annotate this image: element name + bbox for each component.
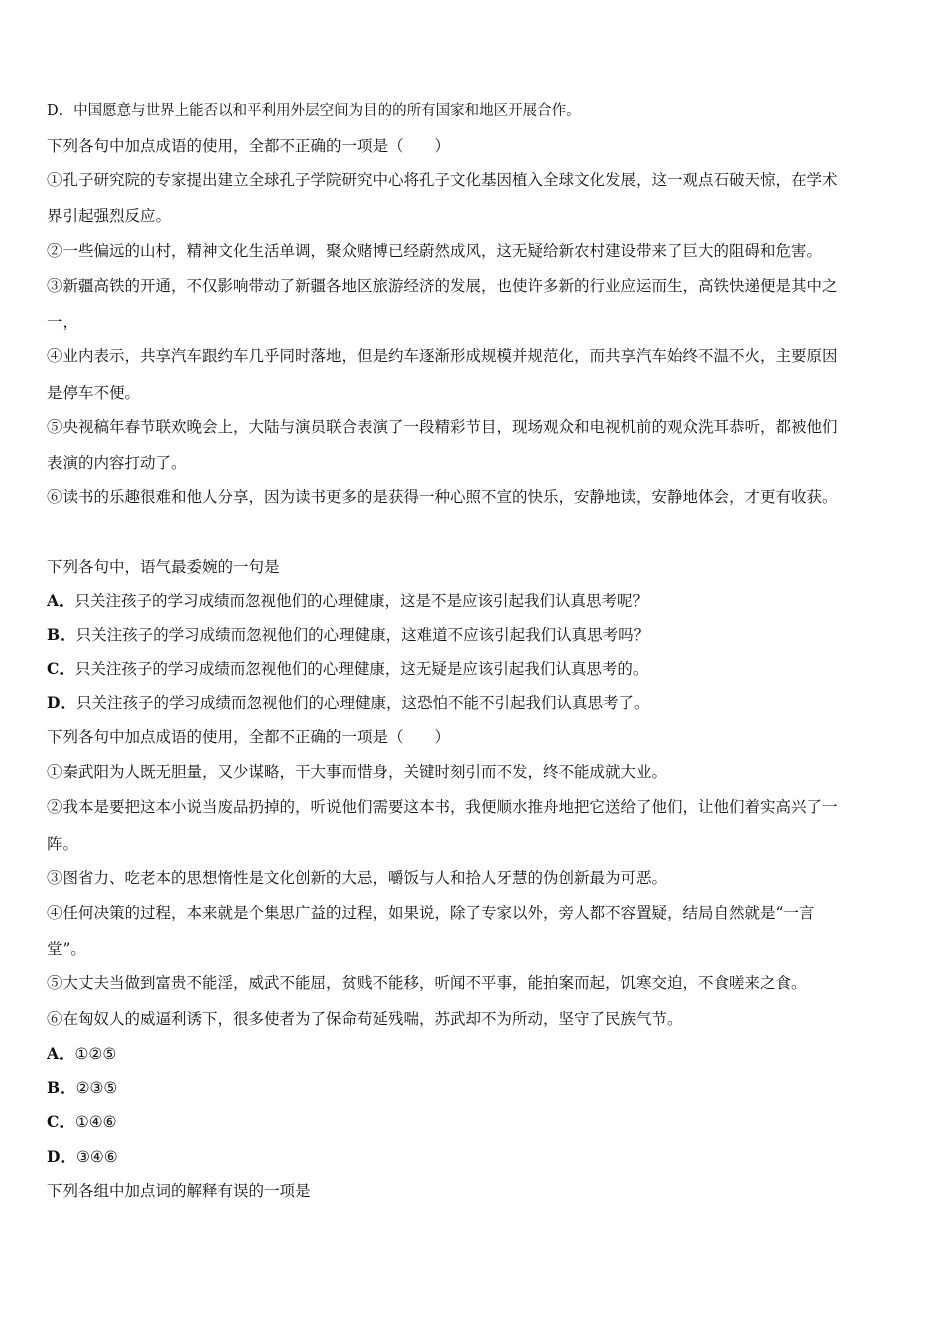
question-1-sentence-6: ⑥读书的乐趣很难和他人分享，因为读书更多的是获得一种心照不宣的快乐，安静地读，安静地体会，才更有收获。 (47, 488, 838, 506)
question-1-sentence-3-cont: 一， (47, 313, 79, 331)
q3-b-text: ②③⑤ (75, 1079, 118, 1097)
question-1-sentence-5-cont: 表演的内容打动了。 (47, 454, 187, 472)
question-2-stem: 下列各句中，语气最委婉的一句是 (47, 558, 280, 576)
q3-c-key: C． (47, 1112, 75, 1131)
question-3-option-a (47, 1044, 907, 1064)
q2-b-key: B． (47, 625, 76, 644)
question-1-sentence-5: ⑤央视稿年春节联欢晚会上，大陆与演员联合表演了一段精彩节目，现场观众和电视机前的观众洗耳恭听，都被他们 (47, 418, 838, 436)
q3-a-text: ①②⑤ (74, 1045, 117, 1063)
question-2-option-d (47, 693, 907, 713)
question-1-stem: 下列各句中加点成语的使用，全都不正确的一项是（ ） (47, 137, 451, 155)
question-3-sentence-4-cont: 堂”。 (47, 940, 86, 958)
question-1-sentence-3: ③新疆高铁的开通，不仅影响带动了新疆各地区旅游经济的发展，也使许多新的行业应运而生，高铁快递便是其中之 (47, 277, 838, 295)
q3-d-key: D． (47, 1147, 76, 1166)
question-1-sentence-1-cont: 界引起强烈反应。 (47, 207, 172, 225)
question-3-sentence-5: ⑤大丈夫当做到富贵不能淫，威武不能屈，贫贱不能移，听闻不平事，能拍案而起，饥寒交迫，不食嗟来之食。 (47, 974, 807, 992)
question-1-sentence-1: ①孔子研究院的专家提出建立全球孔子学院研究中心将孔子文化基因植入全球文化发展，这一观点石破天惊，在学术 (47, 171, 838, 189)
question-1-sentence-4-cont: 是停车不便。 (47, 384, 141, 402)
question-option-d-prev: D．中国愿意与世界上能否以和平利用外层空间为目的的所有国家和地区开展合作。 (47, 103, 581, 119)
q2-d-key: D． (47, 693, 76, 712)
question-3-stem: 下列各句中加点成语的使用，全都不正确的一项是（ ） (47, 728, 451, 746)
q3-d-text: ③④⑥ (75, 1148, 118, 1166)
question-3-option-b (47, 1078, 907, 1098)
question-3-sentence-2: ②我本是要把这本小说当废品扔掉的，听说他们需要这本书，我便顺水推舟地把它送给了他们，让他们着实高兴了一 (47, 798, 838, 816)
question-3-option-d (47, 1147, 907, 1167)
q3-b-key: B． (47, 1078, 76, 1097)
question-3-sentence-2-cont: 阵。 (47, 835, 79, 853)
question-2-option-b (47, 625, 907, 645)
q2-d-text: 只关注孩子的学习成绩而忽视他们的心理健康，这恐怕不能不引起我们认真思考了。 (75, 694, 650, 712)
q2-b-text: 只关注孩子的学习成绩而忽视他们的心理健康，这难道不应该引起我们认真思考吗？ (75, 626, 650, 644)
question-3-sentence-6: ⑥在匈奴人的威逼利诱下，很多使者为了保命苟延残喘，苏武却不为所动，坚守了民族气节。 (47, 1010, 683, 1028)
question-3-sentence-4: ④任何决策的过程，本来就是个集思广益的过程，如果说，除了专家以外，旁人都不容置疑，结局自然就是“一言 (47, 904, 815, 922)
q2-a-text: 只关注孩子的学习成绩而忽视他们的心理健康，这是不是应该引起我们认真思考呢？ (74, 592, 649, 610)
question-3-sentence-1: ①秦武阳为人既无胆量，又少谋略，干大事而惜身，关键时刻引而不发，终不能成就大业。 (47, 763, 668, 781)
q2-c-key: C． (47, 659, 75, 678)
question-4-stem: 下列各组中加点词的解释有误的一项是 (47, 1182, 311, 1200)
question-3-option-c (47, 1112, 907, 1132)
question-1-sentence-4: ④业内表示，共享汽车跟约车几乎同时落地，但是约车逐渐形成规模并规范化，而共享汽车始终不温不火，主要原因 (47, 347, 838, 365)
question-1-sentence-2: ②一些偏远的山村，精神文化生活单调，聚众赌博已经蔚然成风，这无疑给新农村建设带来了巨大的阻碍和危害。 (47, 242, 823, 260)
q2-c-text: 只关注孩子的学习成绩而忽视他们的心理健康，这无疑是应该引起我们认真思考的。 (74, 660, 649, 678)
q3-a-key: A． (47, 1044, 75, 1063)
question-3-sentence-3: ③图省力、吃老本的思想惰性是文化创新的大忌，嚼饭与人和拾人牙慧的伪创新最为可恶。 (47, 869, 668, 887)
question-2-option-a (47, 591, 907, 611)
q3-c-text: ①④⑥ (74, 1113, 117, 1131)
question-2-option-c (47, 659, 907, 679)
q2-a-key: A． (47, 591, 75, 610)
